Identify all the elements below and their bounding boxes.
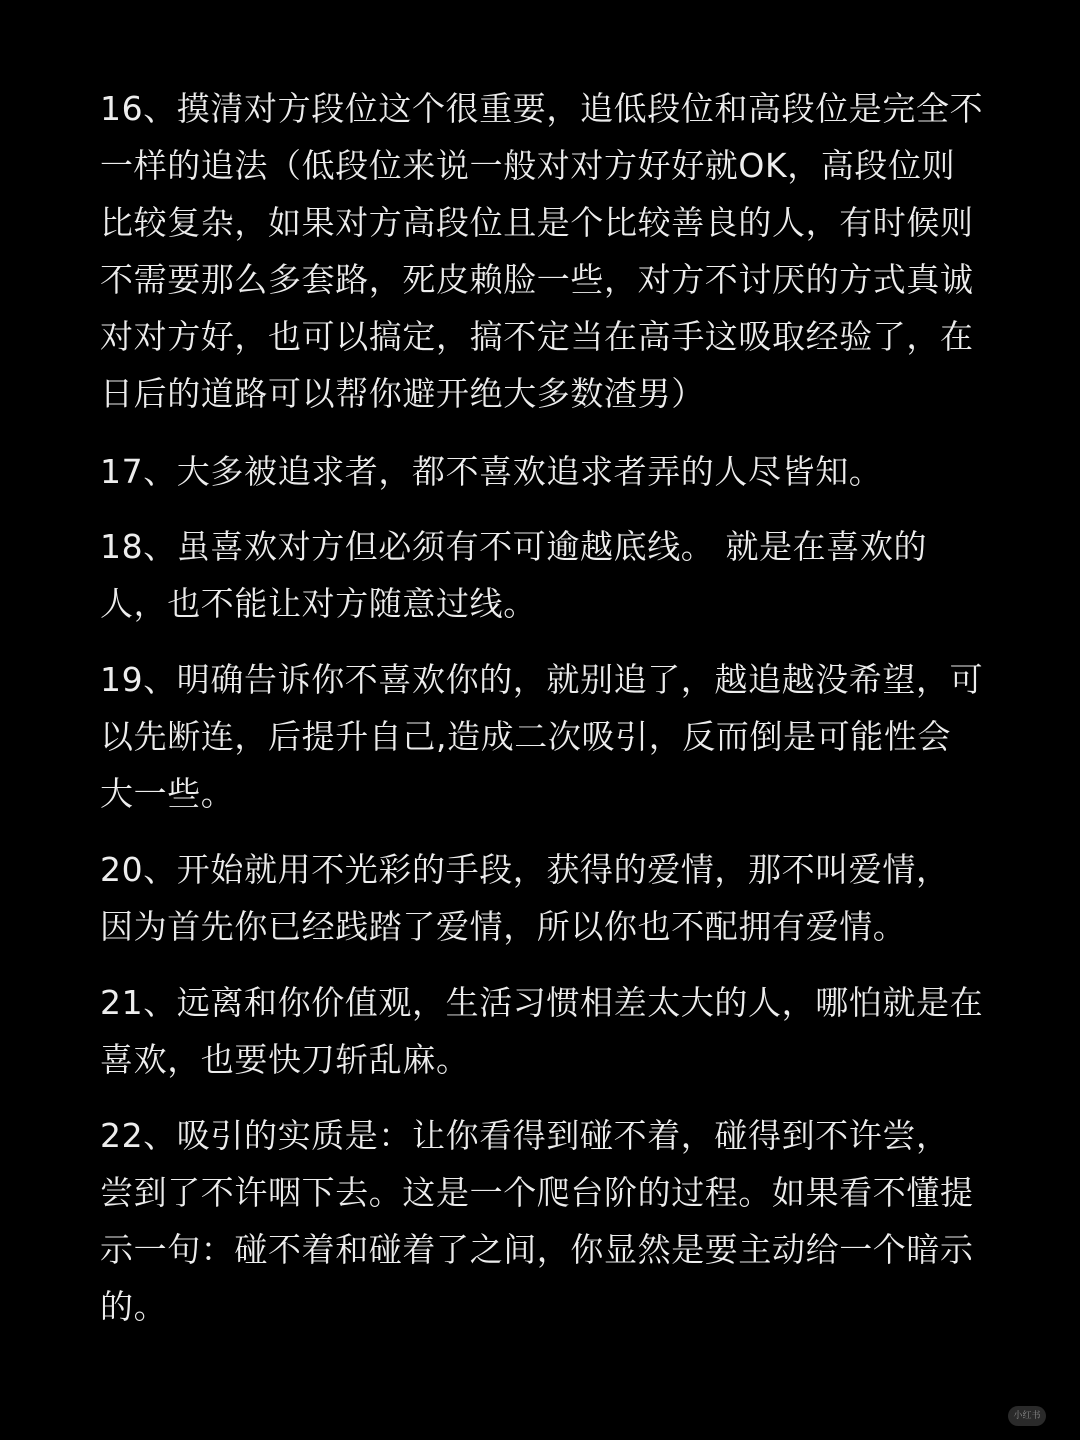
- text-line: 18、虽喜欢对方但必须有不可逾越底线。 就是在喜欢的: [100, 527, 928, 566]
- text-line: 不需要那么多套路，死皮赖脸一些，对方不讨厌的方式真诚: [100, 260, 974, 299]
- text-line: 示一句：碰不着和碰着了之间，你显然是要主动给一个暗示: [100, 1230, 974, 1269]
- text-line: 16、摸清对方段位这个很重要，追低段位和高段位是完全不: [100, 89, 984, 128]
- paragraph-20: [100, 841, 950, 955]
- paragraph-21: [100, 974, 983, 1088]
- watermark-logo: 小红书: [1008, 1406, 1046, 1426]
- text-line: 因为首先你已经践踏了爱情，所以你也不配拥有爱情。: [100, 907, 907, 946]
- text-line: 大一些。: [100, 774, 235, 813]
- text-line: 对对方好，也可以搞定，搞不定当在高手这吸取经验了，在: [100, 317, 974, 356]
- text-line: 日后的道路可以帮你避开绝大多数渣男）: [100, 374, 705, 413]
- text-line: 比较复杂，如果对方高段位且是个比较善良的人，有时候则: [100, 203, 974, 242]
- text-line: 人，也不能让对方随意过线。: [100, 584, 537, 623]
- text-line: 的。: [100, 1287, 168, 1326]
- paragraph-19: [100, 651, 983, 822]
- text-line: 19、明确告诉你不喜欢你的，就别追了，越追越没希望，可: [100, 660, 984, 699]
- paragraph-18: [100, 518, 927, 632]
- paragraph-16: [100, 80, 983, 422]
- text-line: 22、吸引的实质是：让你看得到碰不着，碰得到不许尝，: [100, 1116, 950, 1155]
- text-line: 20、开始就用不光彩的手段，获得的爱情，那不叫爱情，: [100, 850, 950, 889]
- text-line: 一样的追法（低段位来说一般对对方好好就OK，高段位则: [100, 146, 956, 185]
- text-line: 以先断连，后提升自己,造成二次吸引，反而倒是可能性会: [100, 717, 952, 756]
- paragraph-22: [100, 1107, 974, 1335]
- text-line: 21、远离和你价值观，生活习惯相差太大的人，哪怕就是在: [100, 983, 984, 1022]
- text-line: 17、大多被追求者，都不喜欢追求者弄的人尽皆知。: [100, 452, 883, 491]
- text-line: 喜欢，也要快刀斩乱麻。: [100, 1040, 470, 1079]
- paragraph-17: [100, 443, 882, 500]
- text-line: 尝到了不许咽下去。这是一个爬台阶的过程。如果看不懂提: [100, 1173, 974, 1212]
